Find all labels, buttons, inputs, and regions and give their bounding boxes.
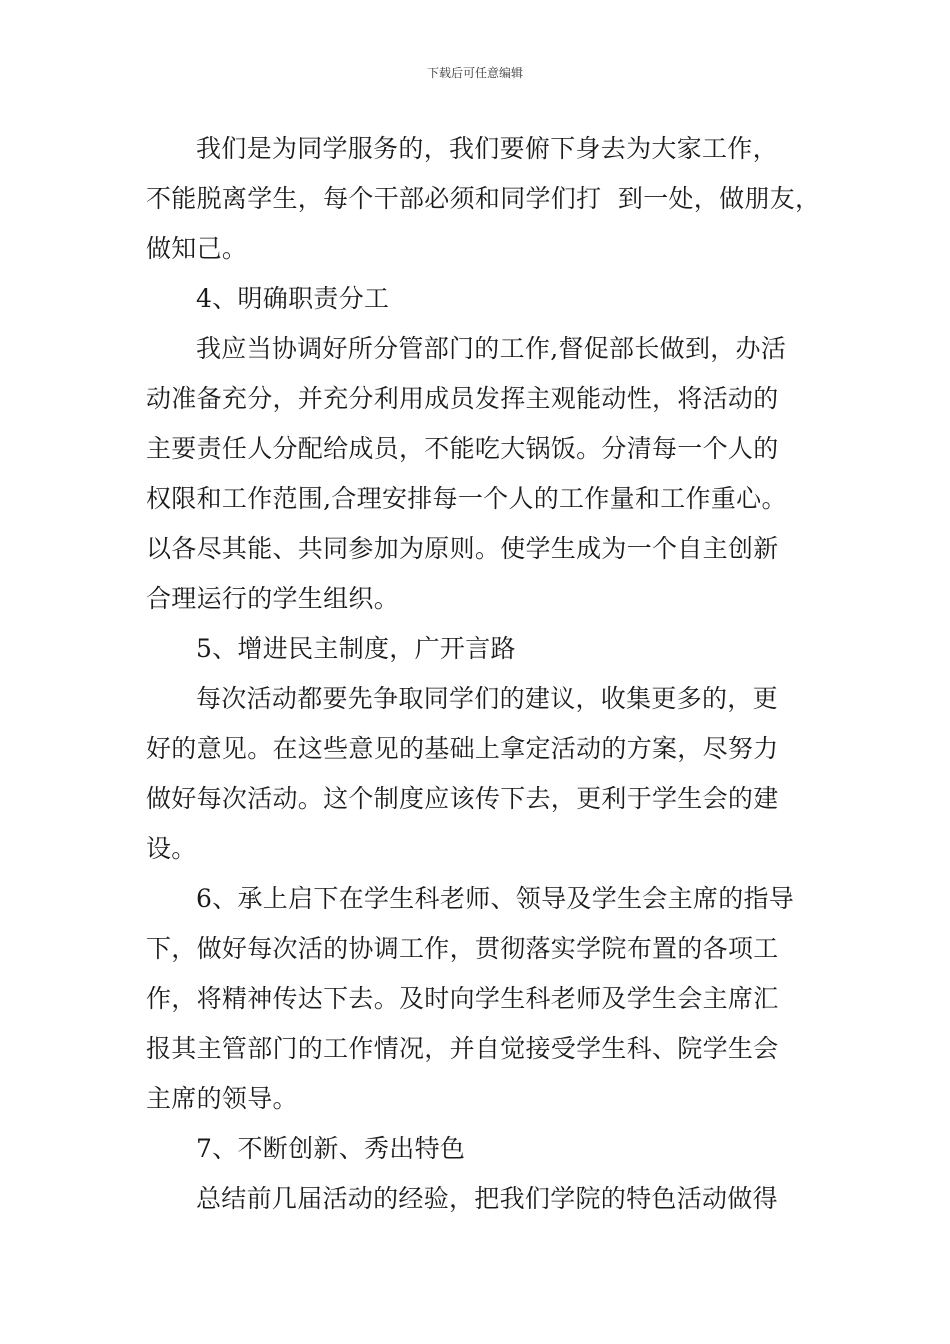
text-line: 主要责任人分配给成员，不能吃大锅饭。分清每一个人的 <box>146 434 779 463</box>
page-header: 下载后可任意编辑 <box>426 66 523 80</box>
text-line: 不能脱离学生，每个干部必须和同学们打 到一处，做朋友， <box>146 184 821 213</box>
text-line: 每次活动都要先争取同学们的建议，收集更多的，更 <box>196 684 778 713</box>
section-heading: 4、明确职责分工 <box>196 284 390 313</box>
text-line: 权限和工作范围,合理安排每一个人的工作量和工作重心。 <box>146 484 787 513</box>
text-line: 我应当协调好所分管部门的工作,督促部长做到，办活 <box>196 334 787 363</box>
text-line: 做知己。 <box>146 234 248 263</box>
text-line: 下，做好每次活的协调工作，贯彻落实学院布置的各项工 <box>146 934 779 963</box>
text-line: 总结前几届活动的经验，把我们学院的特色活动做得 <box>196 1184 778 1213</box>
text-line: 主席的领导。 <box>146 1084 298 1113</box>
section-heading: 6、承上启下在学生科老师、领导及学生会主席的指导 <box>196 884 795 913</box>
text-line: 好的意见。在这些意见的基础上拿定活动的方案，尽努力 <box>146 734 779 763</box>
section-heading: 7、不断创新、秀出特色 <box>196 1134 466 1163</box>
text-line: 做好每次活动。这个制度应该传下去，更利于学生会的建 <box>146 784 779 813</box>
text-line: 合理运行的学生组织。 <box>146 584 400 613</box>
section-heading: 5、增进民主制度，广开言路 <box>196 634 516 663</box>
document-body <box>146 124 821 1224</box>
text-line: 以各尽其能、共同参加为原则。使学生成为一个自主创新 <box>146 534 779 563</box>
text-line: 我们是为同学服务的，我们要俯下身去为大家工作， <box>196 134 778 163</box>
text-line: 动准备充分，并充分利用成员发挥主观能动性，将活动的 <box>146 384 779 413</box>
text-line: 作，将精神传达下去。及时向学生科老师及学生会主席汇 <box>146 984 779 1013</box>
text-line: 报其主管部门的工作情况，并自觉接受学生科、院学生会 <box>146 1034 779 1063</box>
text-line: 设。 <box>146 834 197 863</box>
